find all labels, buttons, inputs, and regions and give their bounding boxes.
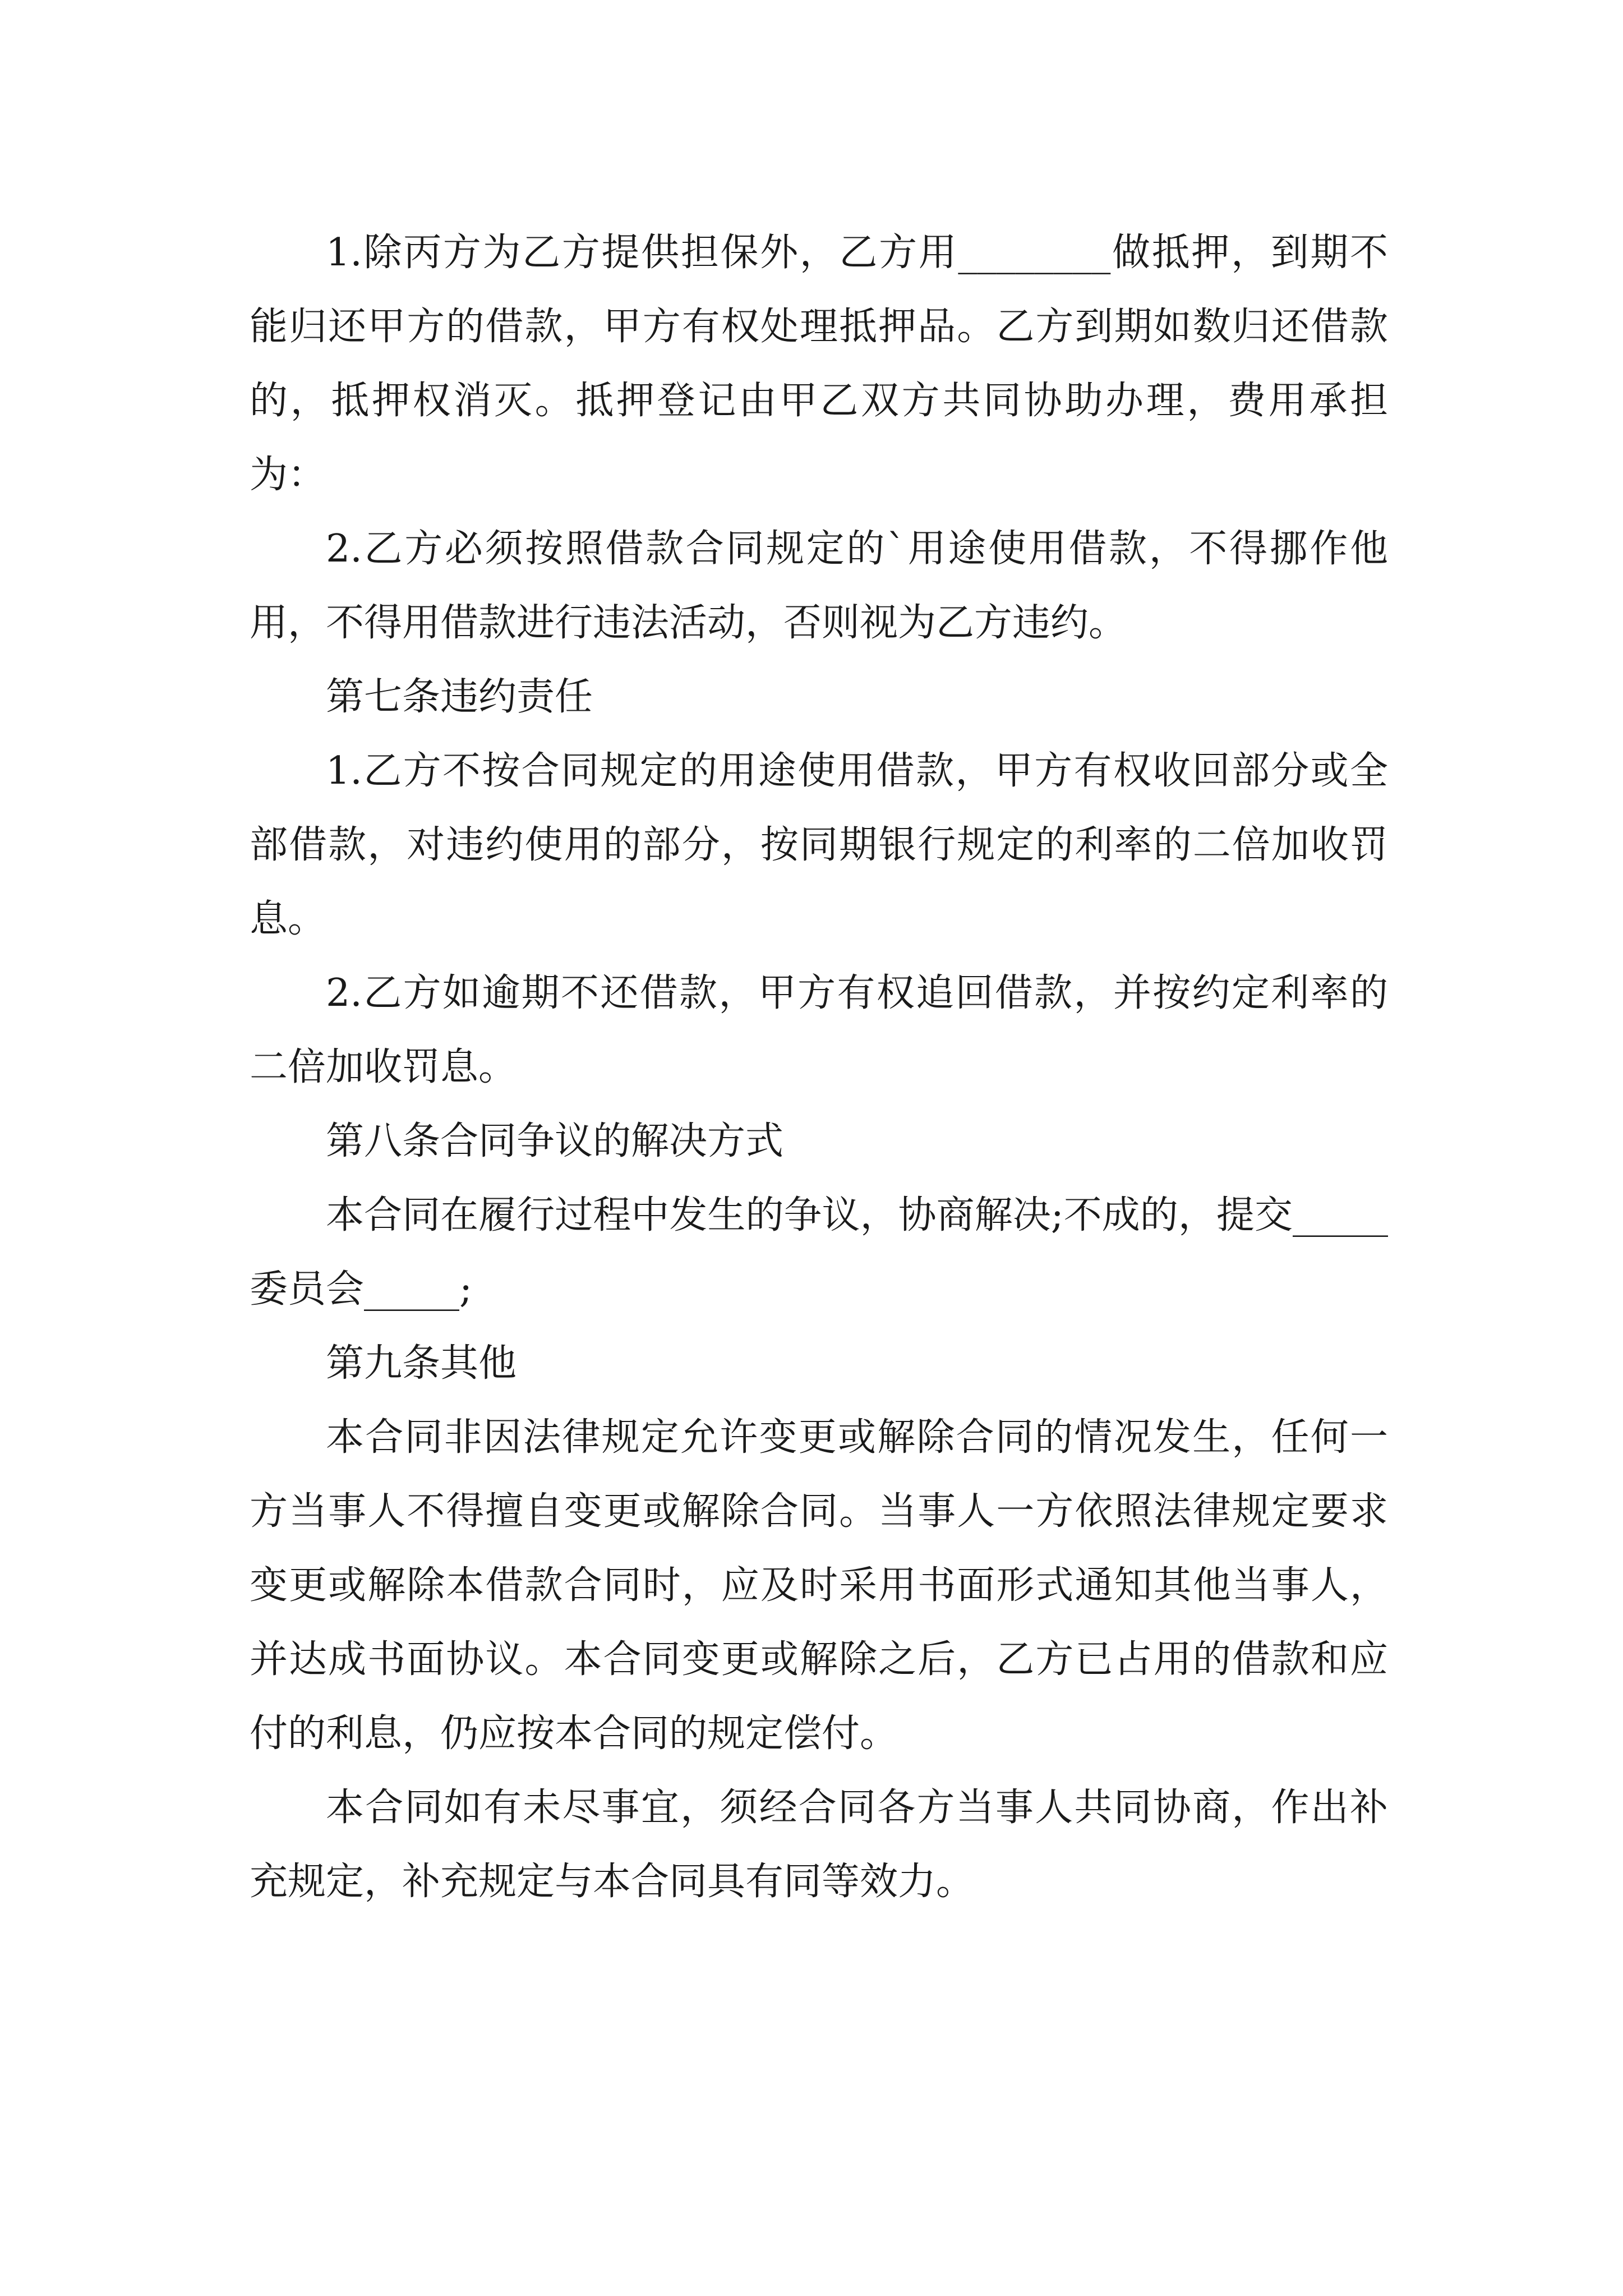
- article-9-heading: 第九条其他: [326, 1341, 517, 1386]
- article-8-heading: 第八条合同争议的解决方式: [326, 1119, 784, 1163]
- clause-mortgage-paragraph: 1.除丙方为乙方提供担保外，乙方用________做抵押，到期不能归还甲方的借款，甲方有权处理抵押品。乙方到期如数归还借款的，抵押权消灭。抵押登记由甲乙双方共同协助办理，费用承担为：: [250, 231, 1388, 497]
- dispute-resolution-paragraph: 本合同在履行过程中发生的争议，协商解决;不成的，提交_____委员会_____;: [250, 1193, 1388, 1312]
- contract-modification-paragraph: 本合同非因法律规定允许变更或解除合同的情况发生，任何一方当事人不得擅自变更或解除合同。当事人一方依照法律规定要求变更或解除本借款合同时，应及时采用书面形式通知其他当事人，并达成书面协议。本合同变更或解除之后，乙方已占用的借款和应付的利息，仍应按本合同的规定偿付。: [250, 1415, 1388, 1756]
- document-body: [250, 216, 1388, 1919]
- breach-clause-1-paragraph: 1.乙方不按合同规定的用途使用借款，甲方有权收回部分或全部借款，对违约使用的部分，按同期银行规定的利率的二倍加收罚息。: [250, 749, 1388, 941]
- article-7-heading: 第七条违约责任: [326, 675, 593, 719]
- breach-clause-2-paragraph: 2.乙方如逾期不还借款，甲方有权追回借款，并按约定利率的二倍加收罚息。: [250, 971, 1388, 1089]
- clause-loan-usage-paragraph: 2.乙方必须按照借款合同规定的`用途使用借款，不得挪作他用，不得用借款进行违法活动，否则视为乙方违约。: [250, 527, 1388, 645]
- supplementary-provisions-paragraph: 本合同如有未尽事宜，须经合同各方当事人共同协商，作出补充规定，补充规定与本合同具有同等效力。: [250, 1786, 1388, 1904]
